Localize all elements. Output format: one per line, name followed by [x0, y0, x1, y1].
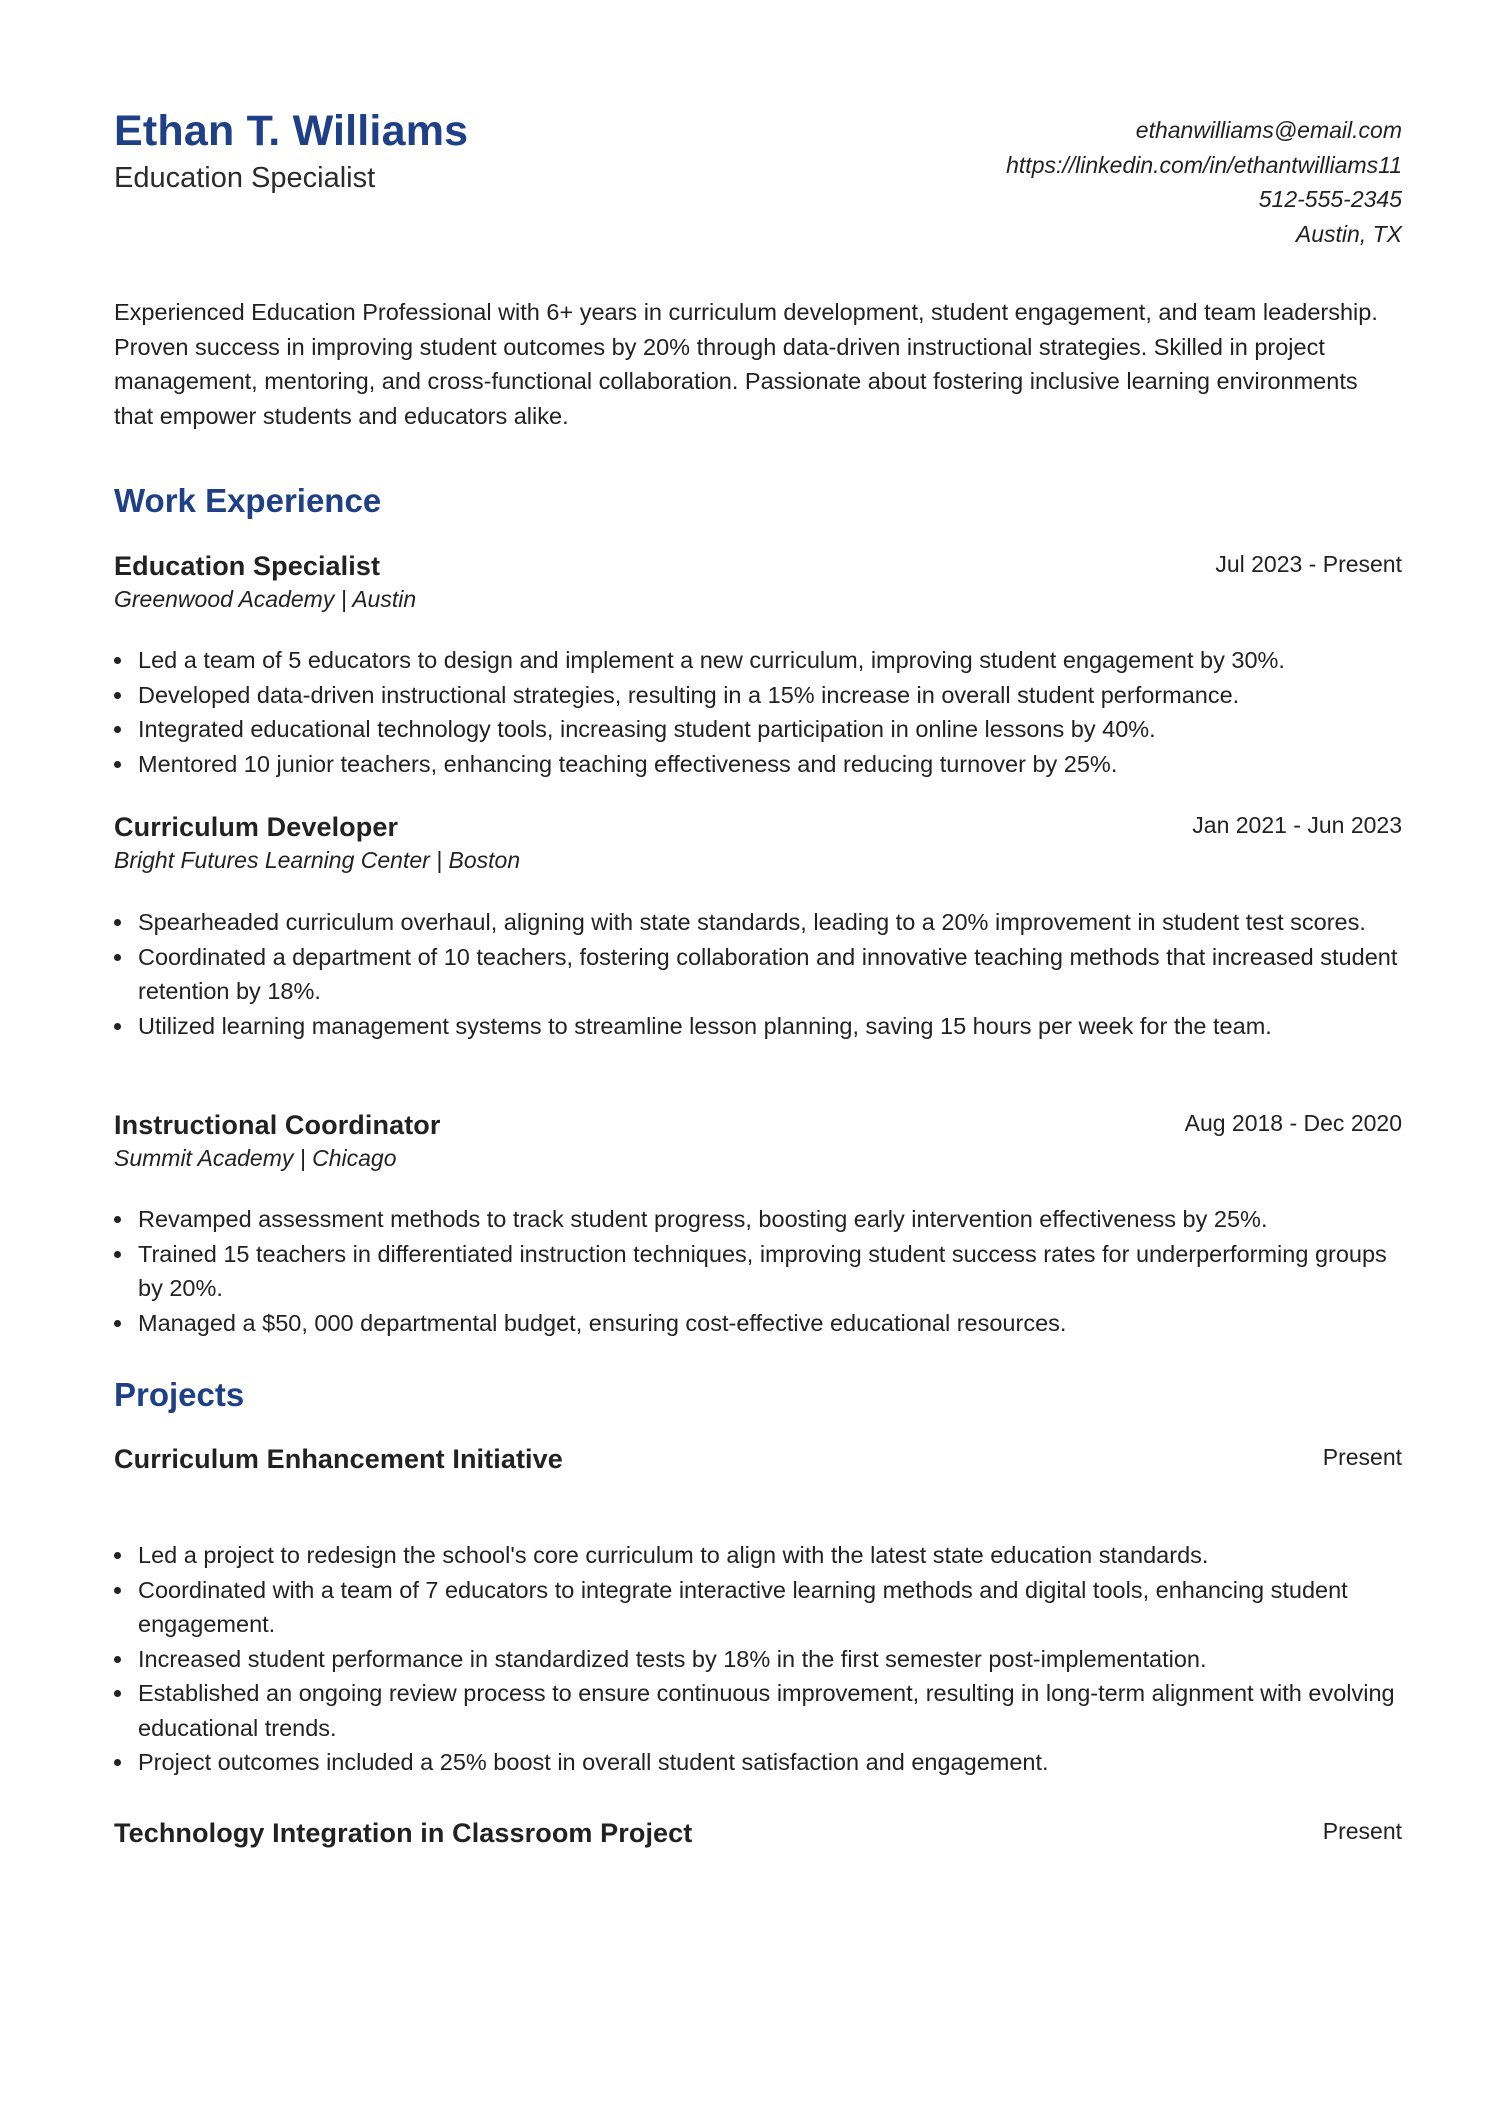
work-experience-heading: Work Experience	[114, 482, 382, 519]
job-dates: Jan 2021 - Jun 2023	[1192, 812, 1402, 838]
resume-header	[114, 105, 1402, 275]
professional-summary: Experienced Education Professional with 6+ years in curriculum development, student engagement, and team leadership. Proven success in improving student outcomes by 20% through data-driven instructional strategies. Skilled in project management, mentoring, and cross-functional collaboration. Passionate about fostering inclusive learning environments that empower students and educators alike.	[114, 299, 1378, 429]
bullet-item: Revamped assessment methods to track student progress, boosting early intervention effectiveness by 25%.	[114, 1202, 1402, 1237]
bullet-item: Coordinated a department of 10 teachers, fostering collaboration and innovative teaching methods that increased student retention by 18%.	[114, 940, 1402, 1009]
contact-phone: 512-555-2345	[1258, 186, 1402, 212]
job-dates: Aug 2018 - Dec 2020	[1184, 1110, 1402, 1136]
project-title: Technology Integration in Classroom Project	[114, 1818, 693, 1848]
job-title: Curriculum Developer	[114, 812, 399, 842]
project-entry	[114, 1442, 1402, 1476]
job-dates: Jul 2023 - Present	[1215, 551, 1402, 577]
job-entry	[114, 810, 1402, 876]
contact-email[interactable]: ethanwilliams@email.com	[1135, 117, 1402, 143]
job-entry	[114, 549, 1402, 615]
bullet-item: Project outcomes included a 25% boost in overall student satisfaction and engagement.	[114, 1745, 1402, 1780]
project-entry	[114, 1816, 1402, 1850]
project-title: Curriculum Enhancement Initiative	[114, 1444, 563, 1474]
bullet-item: Led a project to redesign the school's core curriculum to align with the latest state education standards.	[114, 1538, 1402, 1573]
bullet-item: Managed a $50, 000 departmental budget, ensuring cost-effective educational resources.	[114, 1306, 1402, 1341]
project-dates: Present	[1322, 1818, 1402, 1844]
contact-block	[1006, 113, 1402, 251]
job-organization: Greenwood Academy | Austin	[114, 586, 417, 612]
bullet-item: Coordinated with a team of 7 educators to integrate interactive learning methods and digital tools, enhancing student engagement.	[114, 1573, 1402, 1642]
bullet-item: Utilized learning management systems to streamline lesson planning, saving 15 hours per week for the team.	[114, 1009, 1402, 1044]
bullet-item: Mentored 10 junior teachers, enhancing teaching effectiveness and reducing turnover by 25%.	[114, 747, 1402, 782]
job-bullets	[114, 643, 1402, 781]
bullet-item: Led a team of 5 educators to design and implement a new curriculum, improving student engagement by 30%.	[114, 643, 1402, 678]
projects-heading: Projects	[114, 1376, 245, 1413]
bullet-item: Developed data-driven instructional strategies, resulting in a 15% increase in overall student performance.	[114, 678, 1402, 713]
job-title: Education Specialist	[114, 551, 381, 581]
resume-page	[114, 105, 1402, 1848]
job-entry	[114, 1108, 1402, 1174]
bullet-item: Established an ongoing review process to ensure continuous improvement, resulting in long-term alignment with evolving educational trends.	[114, 1676, 1402, 1745]
bullet-item: Integrated educational technology tools, increasing student participation in online lessons by 40%.	[114, 712, 1402, 747]
candidate-name: Ethan T. Williams	[114, 107, 469, 155]
project-bullets	[114, 1538, 1402, 1780]
bullet-item: Spearheaded curriculum overhaul, aligning with state standards, leading to a 20% improvement in student test scores.	[114, 905, 1402, 940]
job-bullets	[114, 1202, 1402, 1340]
bullet-item: Increased student performance in standardized tests by 18% in the first semester post-implementation.	[114, 1642, 1402, 1677]
contact-linkedin[interactable]: https://linkedin.com/in/ethantwilliams11	[1006, 151, 1402, 178]
contact-location: Austin, TX	[1295, 220, 1402, 247]
job-bullets	[114, 905, 1402, 1043]
bullet-item: Trained 15 teachers in differentiated instruction techniques, improving student success rates for underperforming groups by 20%.	[114, 1237, 1402, 1306]
project-dates: Present	[1322, 1444, 1402, 1470]
job-organization: Bright Futures Learning Center | Boston	[114, 847, 521, 873]
candidate-title: Education Specialist	[114, 162, 376, 194]
job-title: Instructional Coordinator	[114, 1110, 441, 1140]
job-organization: Summit Academy | Chicago	[114, 1145, 397, 1171]
